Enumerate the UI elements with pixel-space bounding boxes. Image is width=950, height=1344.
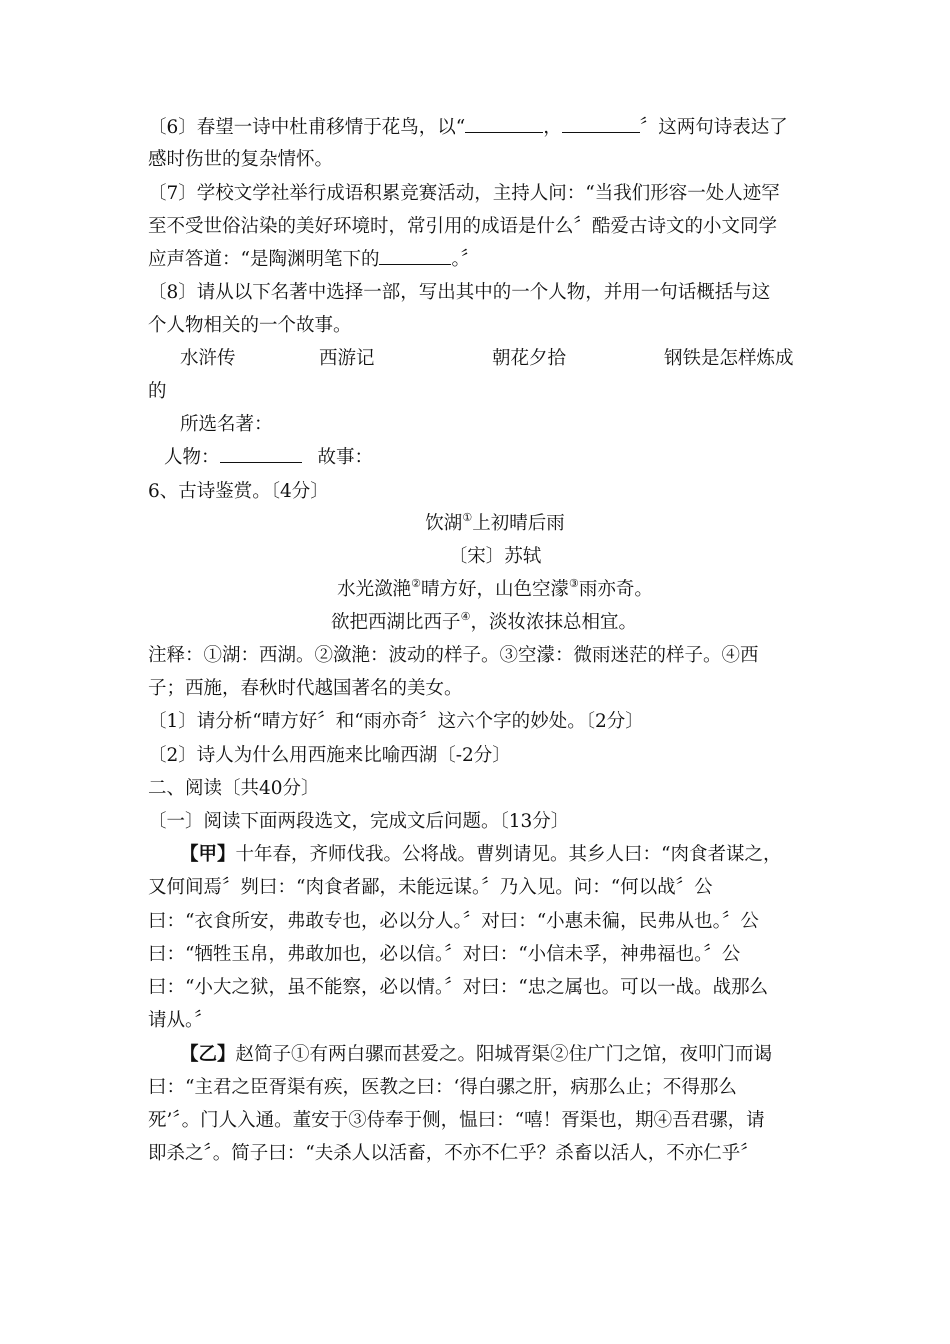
- jia-line1-text: 十年春，齐师伐我。公将战。曹刿请见。其乡人曰：“肉食者谋之，: [235, 844, 782, 865]
- q6-text-b: ，: [543, 117, 562, 138]
- q8-line1: 〔8〕请从以下名著中选择一部，写出其中的一个人物，并用一句话概括与这: [148, 282, 771, 303]
- q8-line2: 个人物相关的一个故事。: [148, 315, 352, 336]
- q7-blank[interactable]: [379, 244, 451, 265]
- q7-line3: [148, 244, 479, 276]
- book-4: 钢铁是怎样炼成: [664, 348, 794, 369]
- person-line: [164, 442, 373, 474]
- q7-text-a: 应声答道：“是陶渊明笔下的: [148, 249, 380, 270]
- q7-text-b: 。〞: [451, 249, 480, 270]
- jia-line3: 曰：“衣食所安，弗敢专也，必以分人。〞对曰：“小惠未徧，民弗从也。〞公: [148, 911, 759, 932]
- poem-section-heading: 6、古诗鉴赏。〔4分〕: [148, 481, 329, 502]
- jia-line4: 曰：“牺牲玉帛，弗敢加也，必以信。〞对曰：“小信未孚，神弗福也。〞公: [148, 944, 741, 965]
- q6-line1: [148, 112, 788, 144]
- q6-text-c: 〞这两句诗表达了: [639, 117, 788, 138]
- q6-blank-1[interactable]: [465, 112, 543, 133]
- poem-question-1: 〔1〕请分析“晴方好〞和“雨亦奇〞这六个字的妙处。〔2分〕: [148, 711, 644, 732]
- story-label: 故事：: [317, 447, 374, 468]
- yi-line1-text: 赵简子①有两白骡而甚爱之。阳城胥渠②住广门之馆，夜叩门而谒: [235, 1044, 773, 1065]
- reading-subheading: 〔一〕阅读下面两段选文，完成文后问题。〔13分〕: [148, 811, 570, 832]
- jia-label: 【甲】: [180, 844, 236, 865]
- poem-title-a: 饮湖: [425, 513, 463, 534]
- poem-notes-line1: 注释：①湖：西湖。②潋滟：波动的样子。③空濛：微雨迷茫的样子。④西: [148, 645, 759, 666]
- poem-line1-c: 雨亦奇。: [578, 579, 653, 600]
- poem-line1-note2: ③: [569, 576, 579, 590]
- yi-line4: 即杀之〞。简子曰：“夫杀人以活畜，不亦不仁乎？杀畜以活人，不亦仁乎〞: [148, 1143, 759, 1164]
- person-label: 人物：: [164, 447, 220, 468]
- poem-author: 〔宋〕苏轼: [448, 546, 542, 567]
- q7-line1: 〔7〕学校文学社举行成语积累竞赛活动，主持人问：“当我们形容一处人迹罕: [148, 183, 780, 204]
- chosen-book-label: 所选名著：: [180, 414, 273, 435]
- poem-question-2: 〔2〕诗人为什么用西施来比喻西湖〔-2分〕: [148, 745, 511, 766]
- yi-label: 【乙】: [180, 1044, 236, 1065]
- poem-line2-b: ，淡妆浓抹总相宜。: [470, 612, 637, 633]
- q6-blank-2[interactable]: [562, 112, 640, 133]
- yi-line1: [180, 1039, 772, 1071]
- poem-line-2: [0, 607, 950, 639]
- poem-line1-a: 水光潋滟: [337, 579, 412, 600]
- jia-line6: 请从。〞: [148, 1010, 213, 1031]
- poem-line1-note: ②: [411, 576, 421, 590]
- poem-line-1: [0, 574, 950, 606]
- yi-line2: 曰：“主君之臣胥渠有疾，医教之曰：‘得白骡之肝，病那么止；不得那么: [148, 1077, 737, 1098]
- poem-notes-line2: 子；西施，春秋时代越国著名的美女。: [148, 678, 463, 699]
- book-3: 朝花夕拾: [492, 348, 567, 369]
- q6-text-a: 〔6〕春望一诗中杜甫移情于花鸟，以“: [148, 117, 466, 138]
- poem-title: [0, 508, 950, 540]
- book-4-wrap: 的: [148, 381, 167, 402]
- poem-title-note: ①: [462, 510, 473, 524]
- poem-title-b: 上初晴后雨: [472, 513, 565, 534]
- poem-line1-b: 晴方好，山色空濛: [420, 579, 569, 600]
- q6-line2: 感时伤世的复杂情怀。: [148, 149, 334, 170]
- jia-line2: 又何间焉〞刿曰：“肉食者鄙，未能远谋。〞乃入见。问：“何以战〞公: [148, 877, 713, 898]
- book-1: 水浒传: [180, 348, 236, 369]
- jia-line1: [180, 839, 781, 871]
- person-blank[interactable]: [220, 442, 302, 463]
- q7-line2: 至不受世俗沾染的美好环境时，常引用的成语是什么〞酷爱古诗文的小文同学: [148, 216, 778, 237]
- yi-line3: 死’〞。门人入通。董安于③侍奉于侧，愠曰：“嘻！胥渠也，期④吾君骡，请: [148, 1110, 765, 1131]
- book-2: 西游记: [319, 348, 375, 369]
- poem-line2-a: 欲把西湖比西子: [331, 612, 461, 633]
- jia-line5: 曰：“小大之狱，虽不能察，必以情。〞对曰：“忠之属也。可以一战。战那么: [148, 977, 769, 998]
- poem-line2-note: ④: [460, 609, 471, 623]
- reading-heading: 二、阅读〔共40分〕: [148, 778, 320, 799]
